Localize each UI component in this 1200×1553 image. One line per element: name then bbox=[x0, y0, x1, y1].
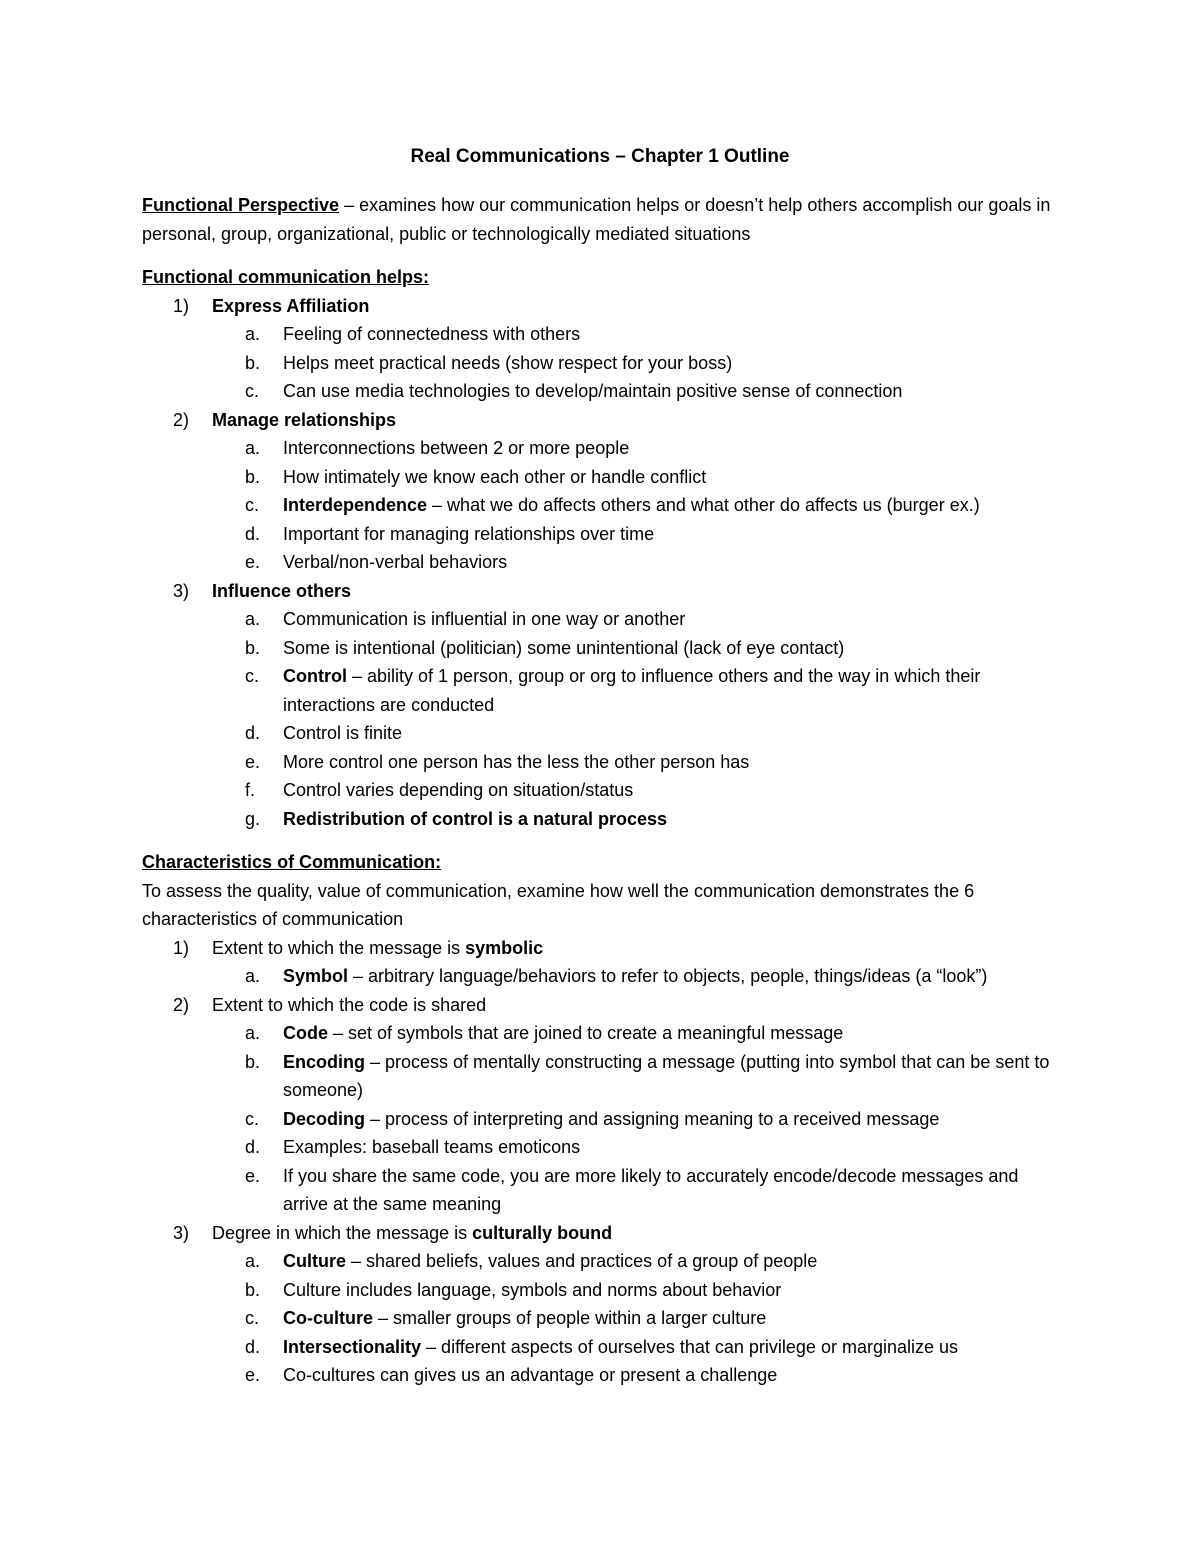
subitem-term: Code bbox=[283, 1023, 328, 1043]
outline-subitem bbox=[142, 463, 1063, 492]
subitem-definition: Examples: baseball teams emoticons bbox=[283, 1137, 581, 1157]
outline-subitem bbox=[142, 1105, 1063, 1134]
outline-subitem bbox=[142, 548, 1063, 577]
subitem-letter: c. bbox=[245, 381, 260, 401]
subitem-term: Symbol bbox=[283, 966, 349, 986]
functional-perspective-definition: – examines how our communication helps or doesn’t help others accomplish our goals in personal, group, organizational, public or technologically mediated situations bbox=[142, 195, 1051, 244]
item-number: 3) bbox=[173, 580, 190, 601]
outline-subitem bbox=[142, 1048, 1063, 1105]
subitem-text bbox=[283, 809, 667, 829]
outline-subitem bbox=[142, 1162, 1063, 1219]
subitem-definition: – what we do affects others and what other do affects us (burger ex.) bbox=[427, 495, 980, 515]
outline-item bbox=[142, 991, 1062, 1020]
subitem-term: Decoding bbox=[283, 1108, 366, 1129]
subitem-text bbox=[283, 638, 844, 658]
subitem-letter: b. bbox=[245, 637, 261, 658]
section2-intro: To assess the quality, value of communication, examine how well the communication demonstrates the 6 characteristics of communication bbox=[142, 880, 975, 929]
subitem-text bbox=[283, 1137, 580, 1157]
subitem-text bbox=[283, 495, 980, 515]
subitem-term: Culture bbox=[283, 1251, 346, 1271]
item-number: 3) bbox=[173, 1222, 190, 1243]
subitem-letter: d. bbox=[245, 1137, 261, 1157]
subitem-letter: g. bbox=[245, 808, 261, 829]
subitem-text bbox=[283, 1109, 939, 1129]
outline-item bbox=[142, 934, 1062, 963]
subitem-text bbox=[283, 1280, 781, 1300]
subitem-text bbox=[283, 1365, 777, 1385]
subitem-term: Encoding bbox=[283, 1051, 365, 1072]
outline-subitem bbox=[142, 491, 1063, 520]
section1-heading: Functional communication helps: bbox=[142, 267, 430, 287]
subitem-definition: If you share the same code, you are more likely to accurately encode/decode messages and arrive at the same meaning bbox=[283, 1165, 1019, 1214]
outline-subitem bbox=[142, 1133, 1063, 1162]
subitem-text bbox=[283, 381, 902, 401]
subitem-definition: Can use media technologies to develop/maintain positive sense of connection bbox=[283, 381, 903, 401]
outline-subitem bbox=[142, 349, 1063, 378]
outline-item bbox=[142, 406, 1062, 435]
item-label: Express Affiliation bbox=[212, 295, 370, 316]
outline-subitem bbox=[142, 776, 1063, 805]
item-label: Extent to which the message is bbox=[212, 937, 466, 958]
subitem-definition: Co-cultures can gives us an advantage or present a challenge bbox=[283, 1365, 778, 1385]
subitem-letter: a. bbox=[245, 609, 261, 629]
subitem-text bbox=[283, 524, 654, 544]
subitem-definition: How intimately we know each other or handle conflict bbox=[283, 466, 707, 487]
subitem-letter: a. bbox=[245, 324, 261, 344]
outline-subitem bbox=[142, 1276, 1063, 1305]
subitem-text bbox=[283, 1166, 1018, 1215]
subitem-text bbox=[283, 966, 987, 986]
item-number: 2) bbox=[173, 409, 190, 430]
outline-subitem bbox=[142, 719, 1063, 748]
subitem-definition: Interconnections between 2 or more people bbox=[283, 438, 630, 458]
item-label: Degree in which the message is bbox=[212, 1222, 473, 1243]
subitem-letter: d. bbox=[245, 523, 261, 544]
subitem-letter: d. bbox=[245, 1336, 261, 1357]
subitem-definition: – process of interpreting and assigning meaning to a received message bbox=[365, 1108, 940, 1129]
subitem-text bbox=[283, 666, 980, 715]
outline-subitem bbox=[142, 1247, 1063, 1276]
subitem-text bbox=[283, 609, 685, 629]
item-number: 1) bbox=[173, 295, 190, 316]
subitem-text bbox=[283, 552, 507, 572]
subitem-letter: d. bbox=[245, 723, 261, 743]
subitem-letter: e. bbox=[245, 1365, 261, 1385]
subitem-definition: – smaller groups of people within a larger culture bbox=[373, 1308, 767, 1328]
section2-list bbox=[0, 934, 1200, 1390]
subitem-term: Control bbox=[283, 666, 347, 686]
outline-item bbox=[142, 577, 1062, 606]
subitem-letter: b. bbox=[245, 1279, 261, 1300]
subitem-text bbox=[283, 353, 732, 373]
subitem-letter: f. bbox=[245, 780, 256, 800]
subitem-text bbox=[283, 1251, 817, 1271]
subitem-definition: Verbal/non-verbal behaviors bbox=[283, 552, 508, 572]
subitem-letter: c. bbox=[245, 495, 260, 515]
subitem-text bbox=[283, 780, 633, 800]
subitem-text bbox=[283, 1052, 1049, 1101]
outline-subitem bbox=[142, 1019, 1063, 1048]
subitem-letter: a. bbox=[245, 966, 261, 986]
subitem-definition: Some is intentional (politician) some unintentional (lack of eye contact) bbox=[283, 637, 845, 658]
subitem-term: Intersectionality bbox=[283, 1336, 422, 1357]
subitem-definition: Feeling of connectedness with others bbox=[283, 324, 581, 344]
item-label: Influence others bbox=[212, 580, 352, 601]
subitem-definition: Culture includes language, symbols and norms about behavior bbox=[283, 1279, 782, 1300]
subitem-text bbox=[283, 1308, 766, 1328]
subitem-text bbox=[283, 1023, 843, 1043]
outline-subitem bbox=[142, 434, 1063, 463]
subitem-definition: – different aspects of ourselves that can privilege or marginalize us bbox=[421, 1336, 958, 1357]
item-label: Manage relationships bbox=[212, 409, 397, 430]
subitem-letter: c. bbox=[245, 1108, 260, 1129]
subitem-definition: Control is finite bbox=[283, 723, 403, 743]
subitem-letter: c. bbox=[245, 1308, 260, 1328]
subitem-definition: More control one person has the less the other person has bbox=[283, 751, 750, 772]
subitem-definition: – shared beliefs, values and practices of a group of people bbox=[346, 1251, 818, 1271]
page-title: Real Communications – Chapter 1 Outline bbox=[410, 146, 790, 167]
subitem-letter: c. bbox=[245, 666, 260, 686]
subitem-letter: b. bbox=[245, 352, 261, 373]
outline-item bbox=[142, 292, 1062, 321]
outline-subitem bbox=[142, 320, 1063, 349]
subitem-definition: Helps meet practical needs (show respect for your boss) bbox=[283, 352, 733, 373]
subitem-letter: e. bbox=[245, 552, 261, 572]
item-label-emphasis: symbolic bbox=[465, 937, 544, 958]
item-label-emphasis: culturally bound bbox=[472, 1222, 613, 1243]
item-number: 1) bbox=[173, 937, 190, 958]
subitem-letter: a. bbox=[245, 438, 261, 458]
outline-item bbox=[142, 1219, 1062, 1248]
subitem-definition: Important for managing relationships over time bbox=[283, 523, 655, 544]
subitem-letter: b. bbox=[245, 466, 261, 487]
section1-list bbox=[0, 292, 1200, 834]
subitem-text bbox=[283, 1337, 958, 1357]
outline-subitem bbox=[142, 377, 1063, 406]
outline-subitem bbox=[142, 1304, 1063, 1333]
subitem-definition: Control varies depending on situation/status bbox=[283, 780, 634, 800]
subitem-definition: – set of symbols that are joined to create a meaningful message bbox=[328, 1023, 844, 1043]
item-number: 2) bbox=[173, 994, 190, 1015]
section2-heading: Characteristics of Communication: bbox=[142, 852, 442, 872]
outline-subitem bbox=[142, 605, 1063, 634]
outline-subitem bbox=[142, 662, 1063, 719]
subitem-definition: – arbitrary language/behaviors to refer to objects, people, things/ideas (a “look”) bbox=[348, 966, 988, 986]
subitem-term: Interdependence bbox=[283, 495, 428, 515]
outline-subitem bbox=[142, 520, 1063, 549]
outline-subitem bbox=[142, 805, 1063, 834]
outline-subitem bbox=[142, 962, 1063, 991]
subitem-term: Redistribution of control is a natural process bbox=[283, 808, 668, 829]
subitem-letter: a. bbox=[245, 1023, 261, 1043]
subitem-definition: – process of mentally constructing a message (putting into symbol that can be sent to someone) bbox=[283, 1051, 1050, 1100]
outline-subitem bbox=[142, 1361, 1063, 1390]
item-label: Extent to which the code is shared bbox=[212, 994, 487, 1015]
outline-subitem bbox=[142, 634, 1063, 663]
outline-subitem bbox=[142, 1333, 1063, 1362]
outline-subitem bbox=[142, 748, 1063, 777]
functional-perspective-term: Functional Perspective bbox=[142, 195, 340, 215]
functional-perspective-paragraph bbox=[142, 191, 1062, 248]
subitem-definition: – ability of 1 person, group or org to influence others and the way in which their interactions are conducted bbox=[283, 666, 981, 715]
subitem-text bbox=[283, 752, 749, 772]
subitem-letter: a. bbox=[245, 1251, 261, 1271]
subitem-letter: e. bbox=[245, 1165, 261, 1186]
subitem-text bbox=[283, 723, 402, 743]
subitem-definition: Communication is influential in one way or another bbox=[283, 609, 686, 629]
subitem-term: Co-culture bbox=[283, 1308, 373, 1328]
subitem-text bbox=[283, 467, 706, 487]
subitem-letter: b. bbox=[245, 1051, 261, 1072]
subitem-text bbox=[283, 438, 629, 458]
subitem-text bbox=[283, 324, 580, 344]
subitem-letter: e. bbox=[245, 751, 261, 772]
